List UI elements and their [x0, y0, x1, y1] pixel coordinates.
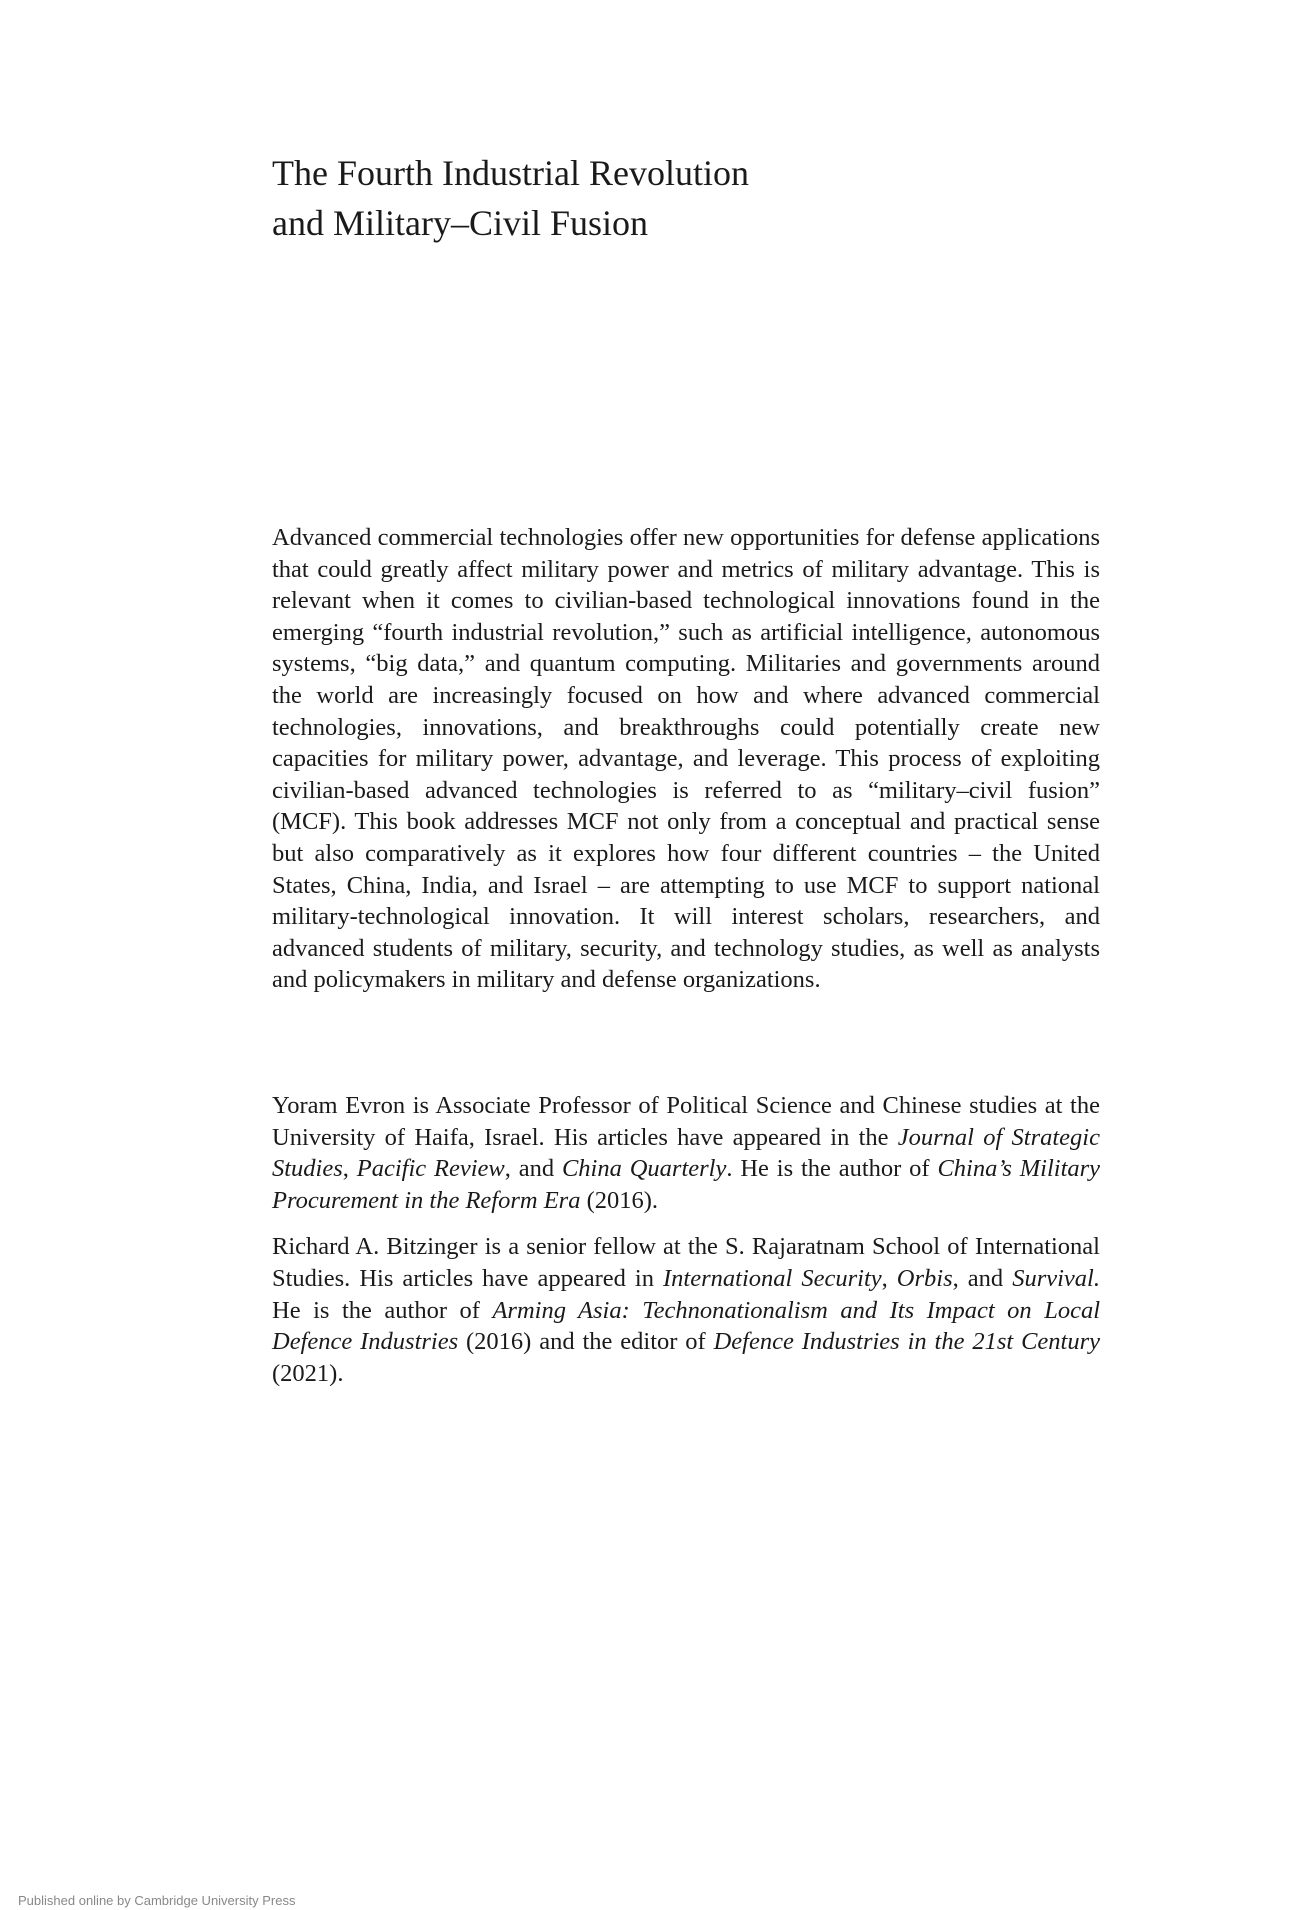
bio-text: , and — [504, 1155, 562, 1183]
italic-title: Arming Asia: Technonationalism and Its Impact on Local Defence Industries — [272, 1296, 1100, 1356]
bio-text: Richard A. Bitzinger is a senior fellow at the S. Rajaratnam School of International Studies. His articles have appeared in — [272, 1233, 1100, 1292]
author-bios — [272, 1090, 1100, 1404]
italic-title: China’s Military Procurement in the Reform Era — [272, 1155, 1101, 1214]
title-line-2: and Military–Civil Fusion — [272, 203, 649, 243]
italic-title: Journal of Strategic Studies — [272, 1123, 1100, 1183]
italic-title: Survival. — [1012, 1264, 1100, 1292]
page-title — [272, 148, 1132, 248]
italic-title: Orbis — [896, 1264, 953, 1292]
title-line-1: The Fourth Industrial Revolution — [272, 153, 749, 193]
bio-text: , — [881, 1264, 897, 1292]
publisher-footer: Published online by Cambridge University Press — [18, 1893, 296, 1908]
bio-text: (2021). — [272, 1359, 344, 1387]
italic-title: China Quarterly — [561, 1155, 727, 1183]
italic-title: International Security — [663, 1264, 882, 1292]
author-bio-evron — [272, 1090, 1100, 1216]
book-description — [272, 522, 1100, 996]
description-paragraph: Advanced commercial technologies offer new opportunities for defense applications that could greatly affect military power and metrics of military advantage. This is relevant when it comes to civilian-based technological innovations found in the emerging “fourth industrial revolution,” such as artificial intelligence, autonomous systems, “big data,” and quantum computing. Militaries and governments around the world are increasingly focused on how and where advanced commercial technologies, innovations, and breakthroughs could potentially create new capacities for military power, advantage, and leverage. This process of exploiting civilian-based advanced technologies is referred to as “military–civil fusion” (MCF). This book addresses MCF not only from a conceptual and practical sense but also comparatively as it explores how four different countries – the United States, China, India, and Israel – are attempting to use MCF to support national military-technological innovation. It will interest scholars, researchers, and advanced students of military, security, and technology studies, as well as analysts and policymakers in military and defense organizations. — [272, 524, 1100, 994]
italic-title: Defence Industries in the 21st Century — [713, 1328, 1100, 1356]
bio-text: . He is the author of — [726, 1155, 938, 1183]
bio-text: , — [342, 1155, 357, 1183]
bio-text: (2016). — [580, 1186, 659, 1214]
bio-text: , and — [952, 1264, 1013, 1292]
bio-text: Yoram Evron is Associate Professor of Political Science and Chinese studies at the University of Haifa, Israel. His articles have appeared in the — [272, 1092, 1100, 1151]
bio-text: He is the author of — [272, 1296, 493, 1324]
author-bio-bitzinger — [272, 1231, 1100, 1389]
bio-text: (2016) and the editor of — [458, 1328, 714, 1356]
italic-title: Pacific Review — [356, 1155, 505, 1183]
